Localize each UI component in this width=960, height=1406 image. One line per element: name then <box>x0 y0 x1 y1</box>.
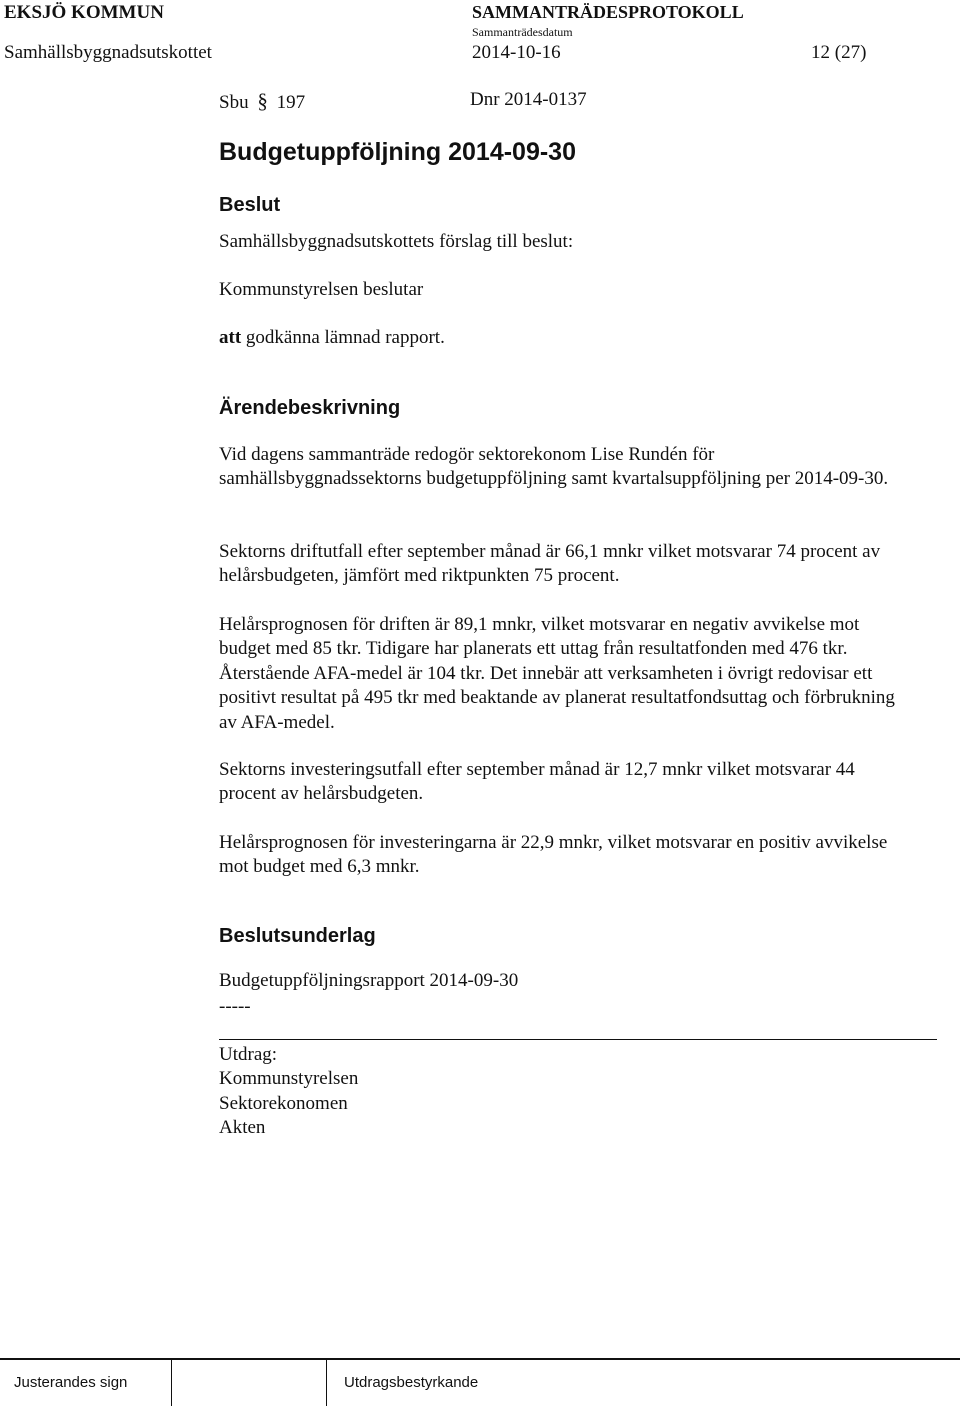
paragraph-label: Sbu <box>219 92 249 113</box>
decision-heading: Beslut <box>219 194 281 216</box>
proposal-intro: Samhällsbyggnadsutskottets förslag till beslut: <box>219 231 574 252</box>
section-sign: § <box>257 89 268 113</box>
organization-name: EKSJÖ KOMMUN <box>4 2 164 23</box>
department-name: Samhällsbyggnadsutskottet <box>4 42 212 63</box>
description-paragraph-5: Helårsprognosen för investeringarna är 22,9 mnkr, vilket motsvarar en positiv avvikelse mot budget med 6,3 mnkr. <box>219 832 888 878</box>
description-paragraph-2: Sektorns driftutfall efter september månad är 66,1 mnkr vilket motsvarar 74 procent av helårsbudgeten, jämfört med riktpunkten 75 procent. <box>219 541 881 587</box>
description-paragraph-1: Vid dagens sammanträde redogör sektorekonom Lise Rundén för samhällsbyggnadssektorns budgetuppföljning samt kvartalsuppföljning per 2014-09-30. <box>219 444 889 490</box>
description-heading: Ärendebeskrivning <box>219 397 401 419</box>
basis-heading: Beslutsunderlag <box>219 925 376 947</box>
recipient: Kommunstyrelsen <box>219 1068 359 1090</box>
distribution-list <box>219 1043 358 1141</box>
basis-separator: ----- <box>219 996 251 1017</box>
description-paragraph-3: Helårsprognosen för driften är 89,1 mnkr, vilket motsvarar en negativ avvikelse mot budget med 85 tkr. Tidigare har planerats ett uttag från resultatfonden med 476 tkr. Återstående AFA-medel är 104 tkr. Det innebär att verksamheten i övrigt redovisar ett positivt resultat på 495 tkr med beaktande av planerat resultatfondsuttag och förbrukning av AFA-medel. <box>219 614 895 733</box>
page-title: Budgetuppföljning 2014-09-30 <box>219 138 576 166</box>
certified-label: Utdragsbestyrkande <box>344 1374 479 1391</box>
recipient: Sektorekonomen <box>219 1092 348 1114</box>
att-word: att <box>219 327 242 348</box>
signature-footer <box>0 1358 960 1406</box>
document-type: SAMMANTRÄDESPROTOKOLL <box>472 2 744 22</box>
decision-text: godkänna lämnad rapport. <box>241 327 445 348</box>
footer-divider <box>326 1360 327 1406</box>
page-number: 12 (27) <box>811 42 867 63</box>
footer-divider <box>171 1360 172 1406</box>
description-paragraph-4: Sektorns investeringsutfall efter september månad är 12,7 mnkr vilket motsvarar 44 procent av helårsbudgeten. <box>219 759 855 805</box>
decision-body: Kommunstyrelsen beslutar <box>219 279 424 300</box>
distribution-label: Utdrag: <box>219 1044 278 1065</box>
recipient: Akten <box>219 1117 266 1139</box>
paragraph-reference <box>219 89 305 114</box>
sign-label: Justerandes sign <box>14 1374 128 1391</box>
decision-statement <box>219 327 445 349</box>
basis-document: Budgetuppföljningsrapport 2014-09-30 <box>219 970 519 991</box>
paragraph-number: 197 <box>276 92 306 113</box>
distribution-divider <box>219 1039 937 1040</box>
registry-number: Dnr 2014-0137 <box>470 89 587 110</box>
meeting-date-label: Sammanträdesdatum <box>472 25 573 39</box>
meeting-date: 2014-10-16 <box>472 42 561 63</box>
